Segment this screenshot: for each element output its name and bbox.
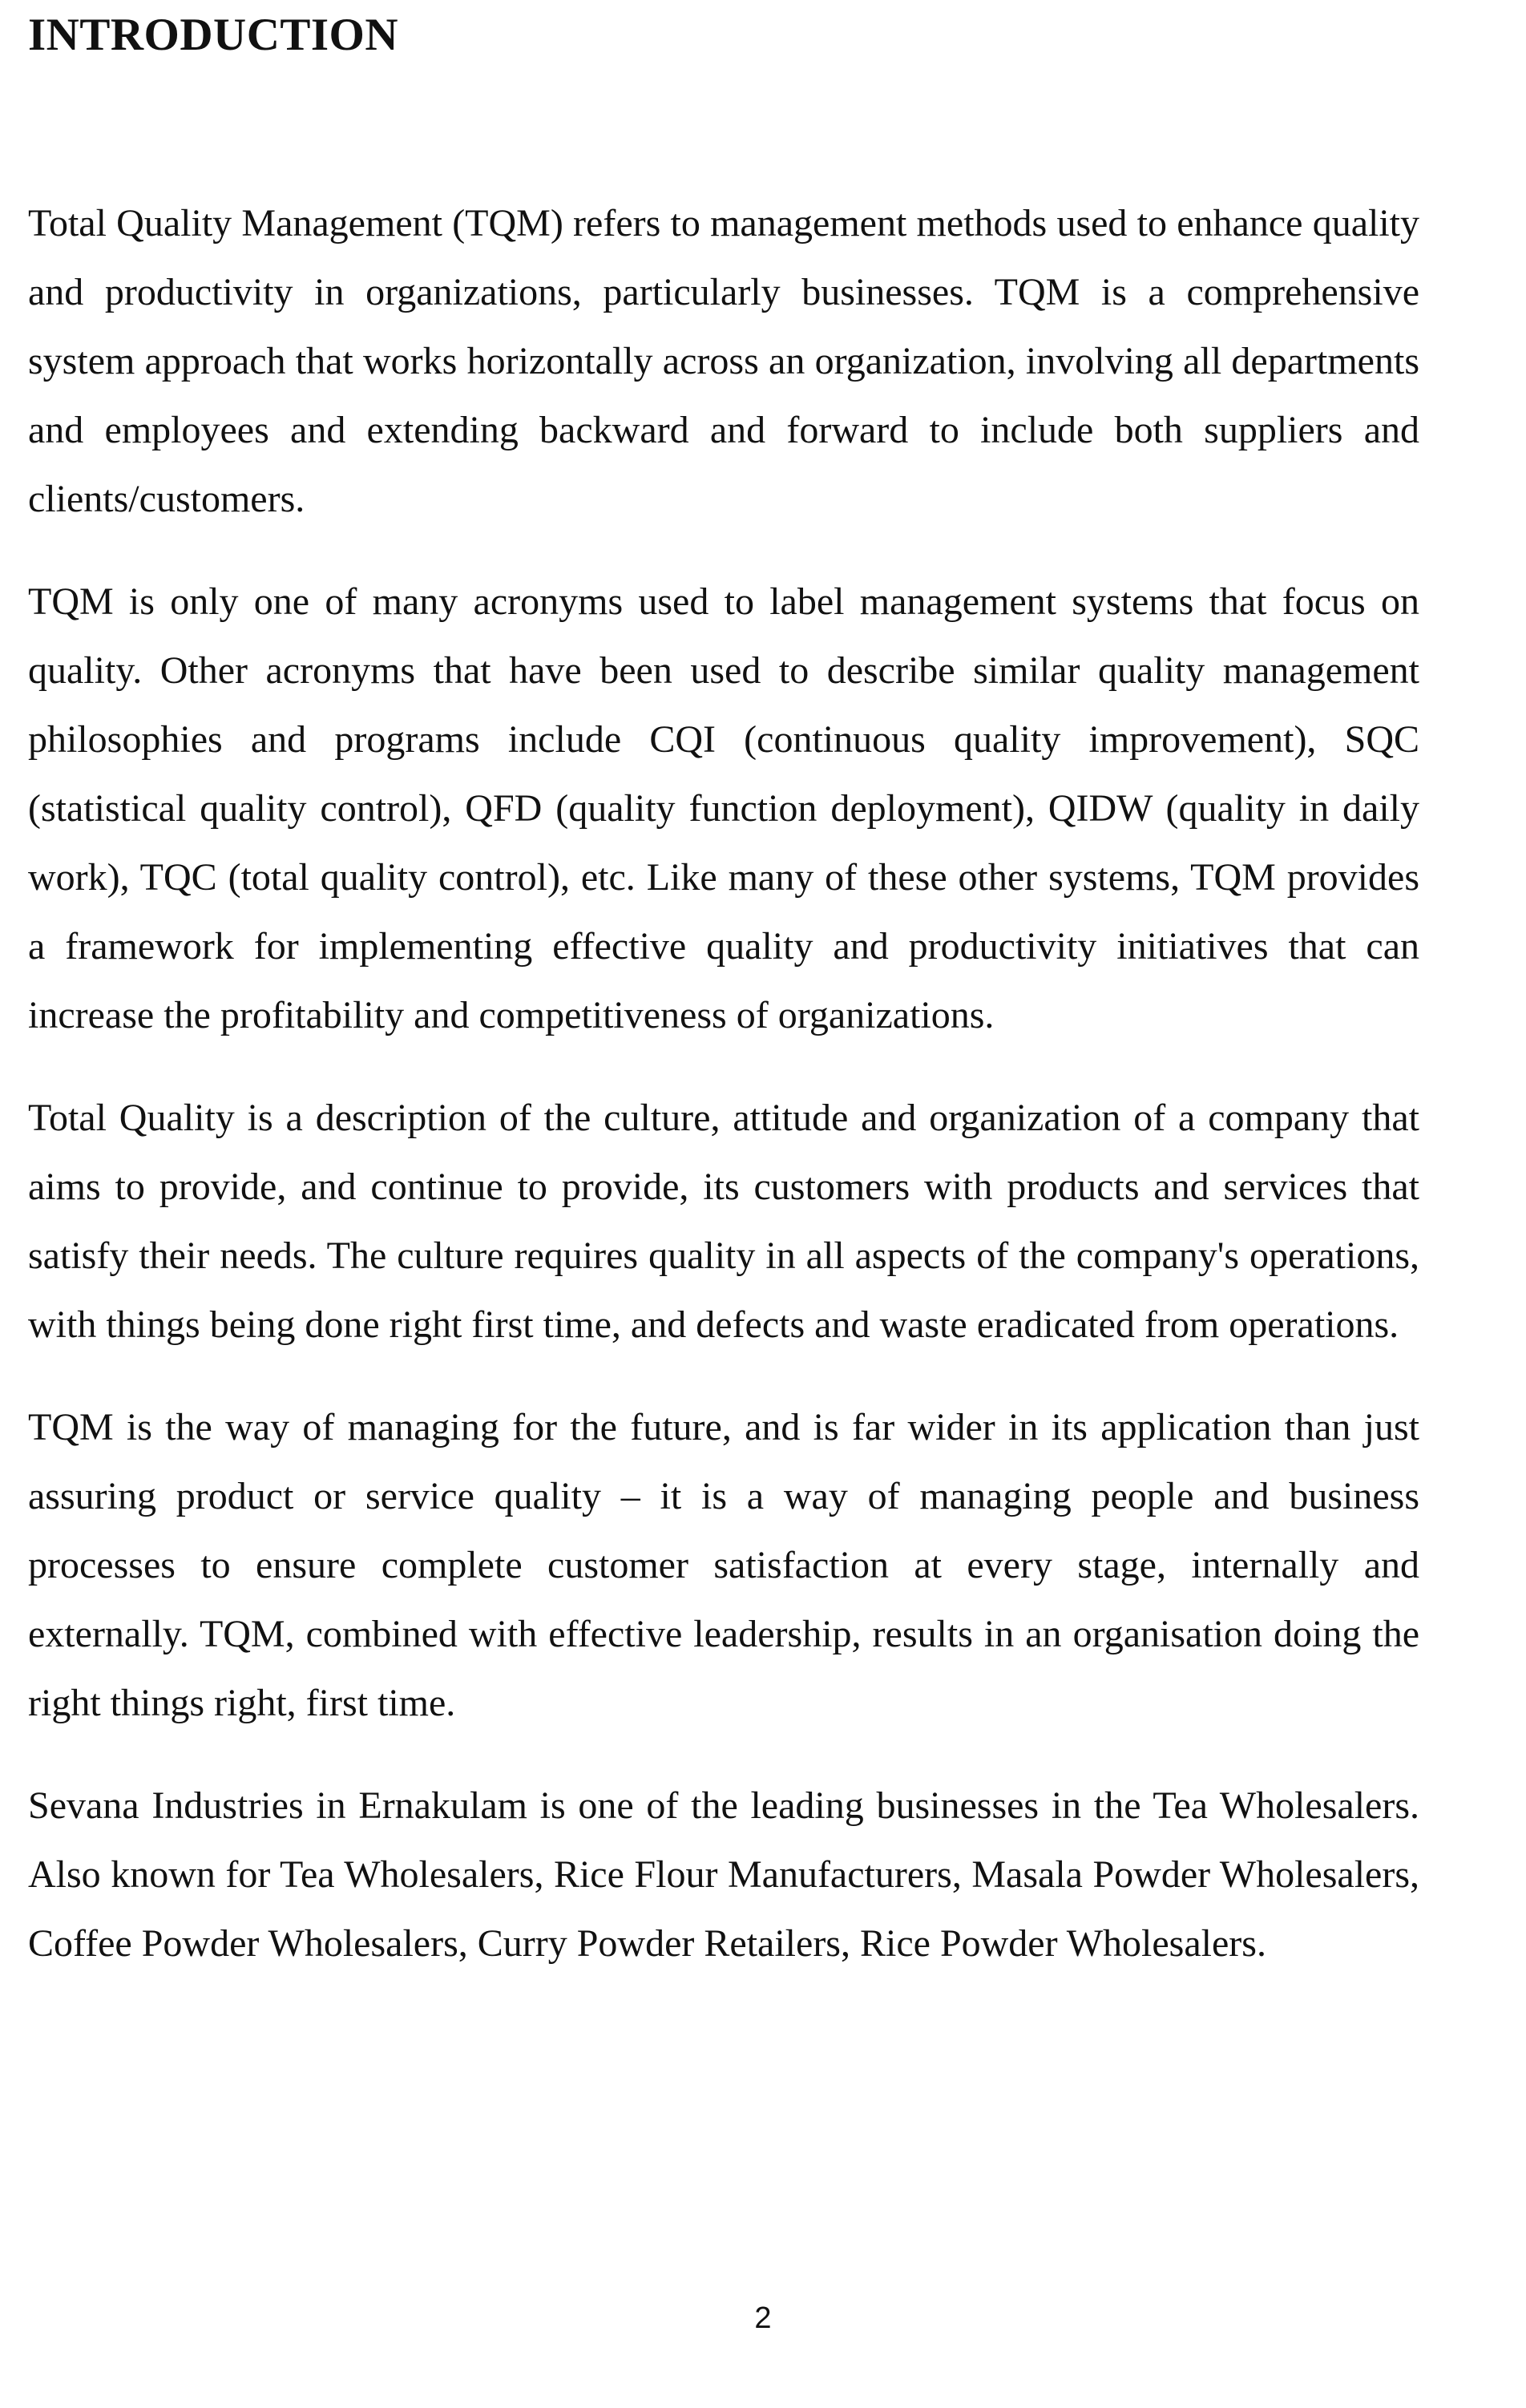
paragraph-tqm-definition: Total Quality Management (TQM) refers to management methods used to enhance quality and productivity in organizations, particularly businesses. TQM is a comprehensive system approach that works horizontally across an organization, involving all departments and employees and extending backward and forward to include both suppliers and clients/customers. (28, 202, 1419, 520)
paragraph-managing-future: TQM is the way of managing for the future, and is far wider in its application than just assuring product or service quality – it is a way of managing people and business processes to ensure complete customer satisfaction at every stage, internally and externally. TQM, combined with effective leadership, results in an organisation doing the right things right, first time. (28, 1406, 1419, 1724)
page-number: 2 (754, 2301, 772, 2335)
paragraph-acronyms: TQM is only one of many acronyms used to label management systems that focus on quality. Other acronyms that have been used to describe similar quality management philosophies and programs include CQI (continuous quality improvement), SQC (statistical quality control), QFD (quality function deployment), QIDW (quality in daily work), TQC (total quality control), etc. Like many of these other systems, TQM provides a framework for implementing effective quality and productivity initiatives that can increase the profitability and competitiveness of organizations. (28, 580, 1419, 1036)
paragraph-total-quality: Total Quality is a description of the culture, attitude and organization of a company that aims to provide, and continue to provide, its customers with products and services that satisfy their needs. The culture requires quality in all aspects of the company's operations, with things being done right first time, and defects and waste eradicated from operations. (28, 1097, 1419, 1346)
page-heading: INTRODUCTION (28, 10, 399, 60)
paragraph-sevana-industries: Sevana Industries in Ernakulam is one of the leading businesses in the Tea Wholesalers. Also known for Tea Wholesalers, Rice Flour Manufacturers, Masala Powder Wholesalers, Coffee Powder Wholesalers, Curry Powder Retailers, Rice Powder Wholesalers. (28, 1784, 1419, 1965)
body-text (28, 189, 1419, 2012)
